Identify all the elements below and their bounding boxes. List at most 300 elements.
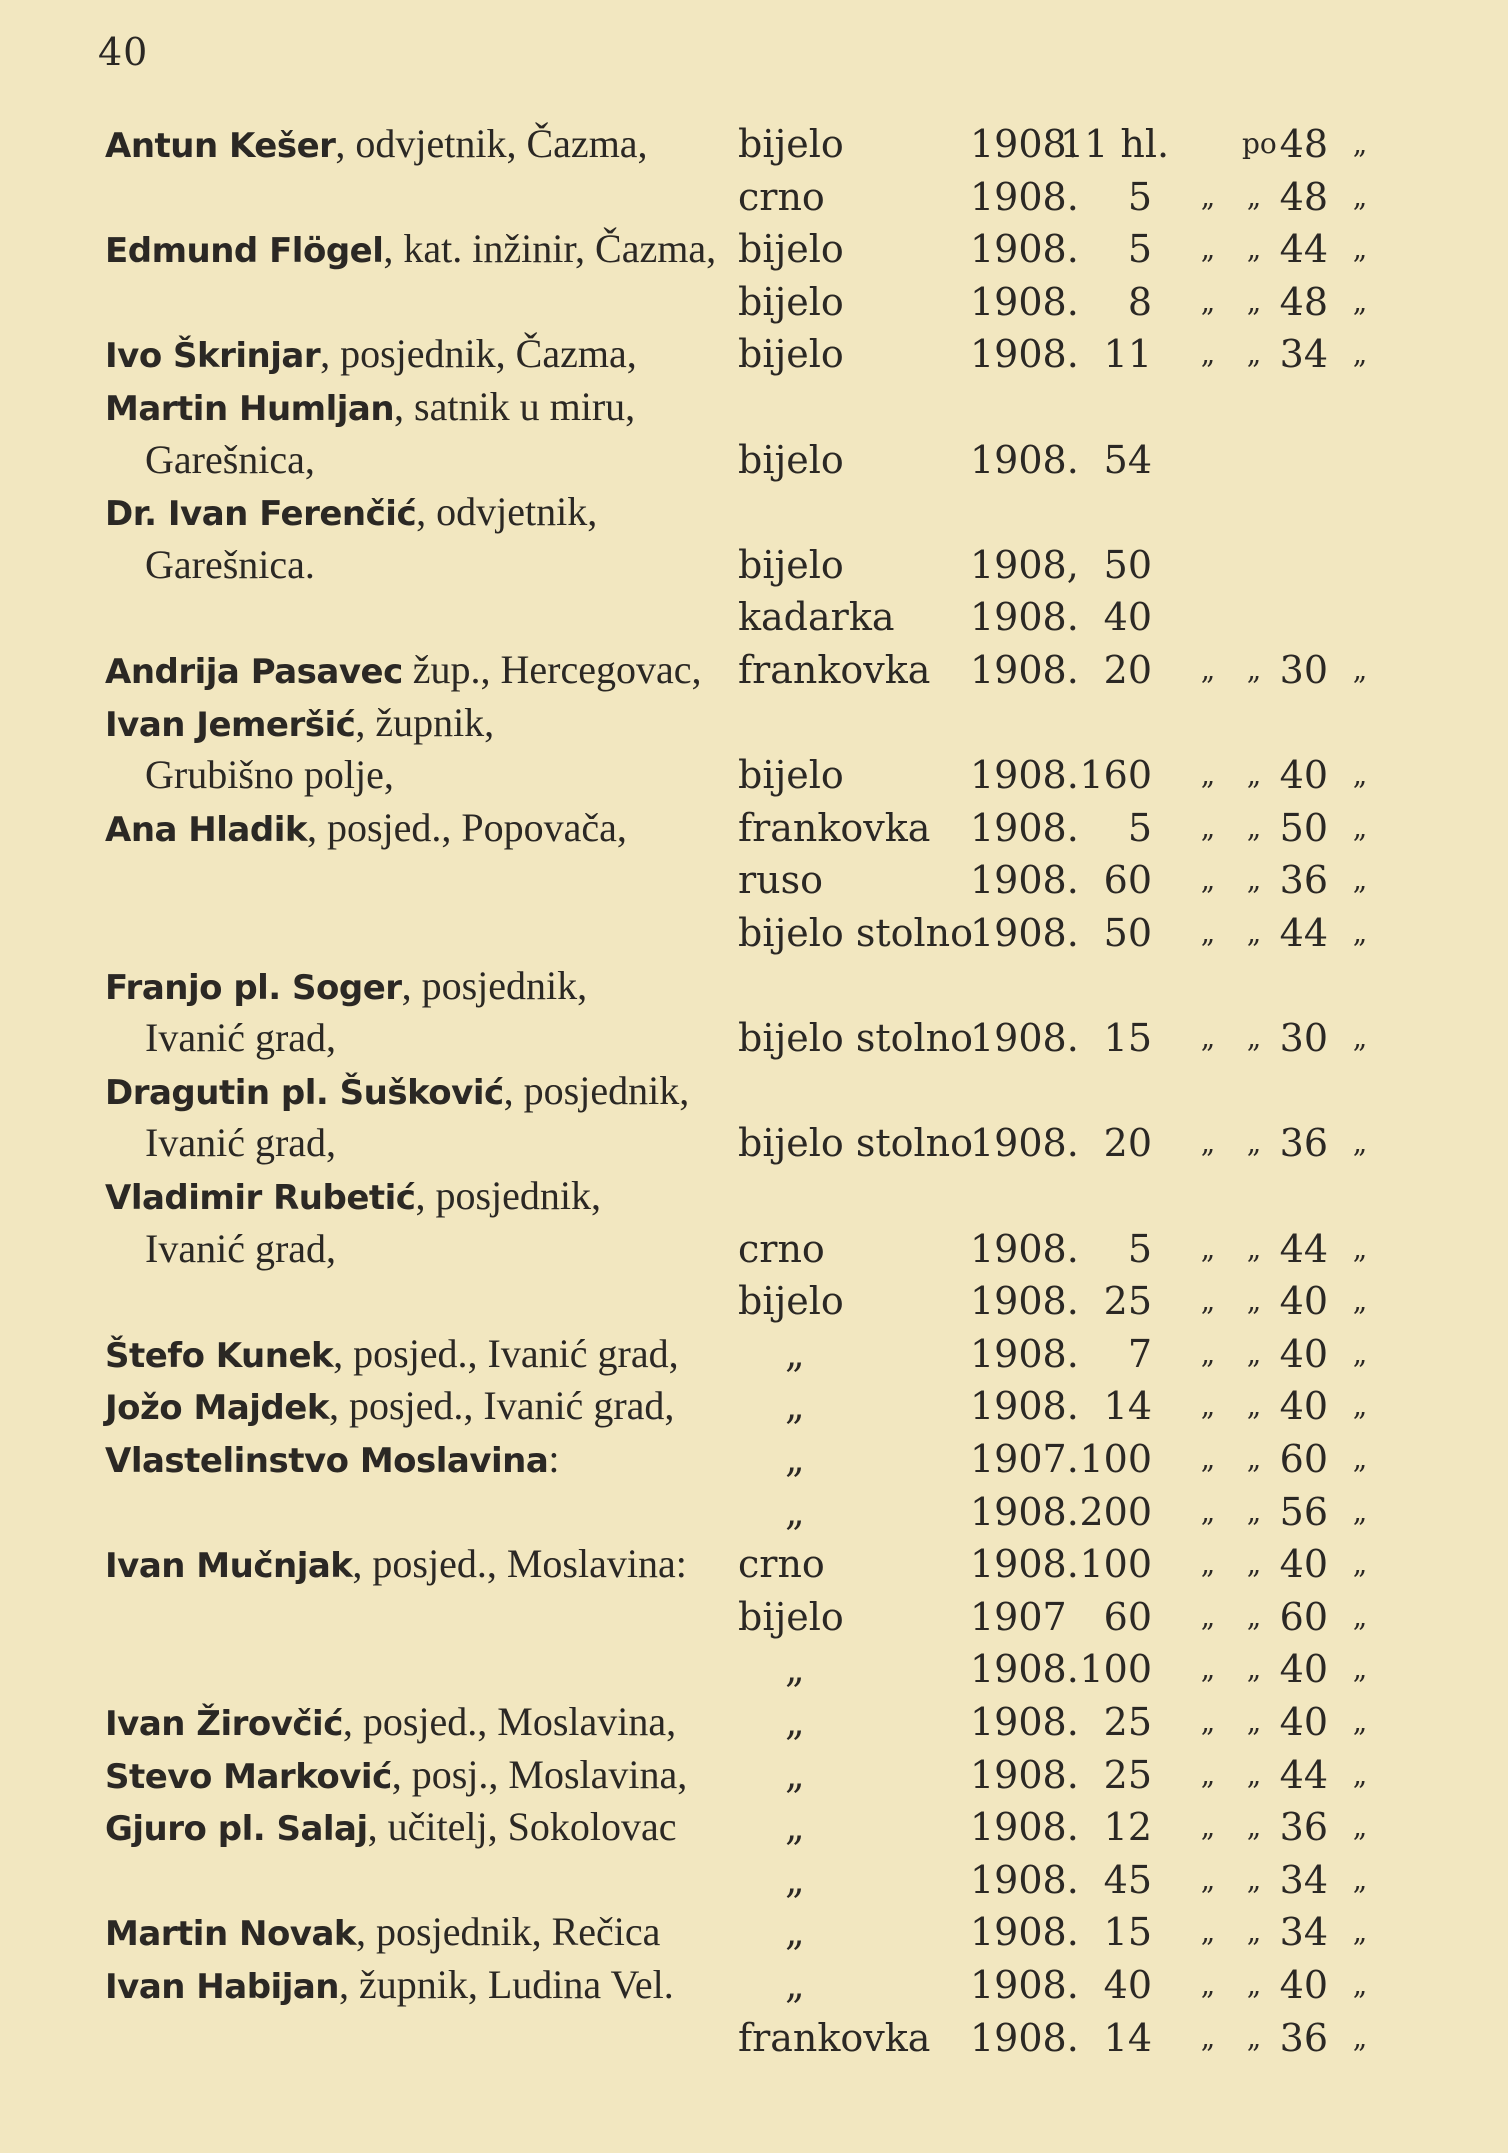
quantity: 160	[1079, 753, 1152, 798]
ditto-mark: „	[1352, 1757, 1368, 1791]
ditto-mark: „	[1246, 916, 1262, 949]
ditto-mark: „	[1200, 179, 1216, 213]
ditto-mark: „	[1200, 1915, 1216, 1949]
ditto-mark: „	[1246, 653, 1262, 686]
price: 40	[1279, 1700, 1328, 1744]
ditto-mark: „	[1200, 916, 1216, 949]
wine-kind: bijelo stolno	[738, 1121, 974, 1166]
wine-kind: „	[785, 1752, 805, 1797]
price: 30	[1279, 1016, 1328, 1061]
quantity: 20	[1103, 1121, 1152, 1166]
wine-kind: kadarka	[738, 595, 895, 640]
quantity: 100	[1079, 1542, 1152, 1587]
ditto-mark: „	[1246, 284, 1262, 318]
quantity: 5	[1127, 227, 1152, 272]
ditto-mark: „	[1246, 1915, 1262, 1949]
producer-name: Ivan Žirovčić	[105, 1704, 343, 1744]
price: 48	[1279, 279, 1328, 324]
price: 34	[1279, 332, 1328, 377]
ditto-mark: „	[1352, 1862, 1368, 1896]
ditto-mark: „	[1352, 232, 1368, 266]
ledger-entry	[0, 1328, 1508, 1380]
ledger-entry	[0, 1065, 1508, 1117]
ditto-mark: „	[1352, 810, 1368, 844]
ditto-mark: „	[1200, 1442, 1216, 1475]
ledger-entry	[0, 328, 1508, 380]
entry-producer	[145, 539, 315, 593]
producer-description: , posjed., Ivanić grad,	[333, 1330, 679, 1376]
ditto-mark: „	[1352, 1021, 1368, 1055]
ledger-entry	[0, 697, 1508, 749]
price: 40	[1279, 1542, 1328, 1587]
ditto-mark: „	[1352, 1126, 1368, 1160]
ledger-entry	[0, 1117, 1508, 1169]
ledger-entry	[0, 1906, 1508, 1958]
ledger-entry	[0, 1959, 1508, 2011]
ditto-mark: „	[1200, 284, 1216, 318]
ditto-mark: „	[1352, 1705, 1368, 1738]
ditto-mark: „	[1352, 1915, 1368, 1949]
ditto-mark: „	[1246, 1705, 1262, 1738]
producer-name: Vladimir Rubetić	[105, 1178, 416, 1218]
producer-name: Ivan Jemeršić	[105, 704, 356, 745]
entry-producer	[105, 960, 587, 1014]
producer-description: Ivanić grad,	[145, 1120, 337, 1166]
price: 60	[1279, 1594, 1328, 1639]
entry-producer	[105, 1065, 689, 1119]
producer-name: Dragutin pl. Šušković	[105, 1072, 504, 1113]
ditto-mark: „	[1352, 127, 1368, 160]
producer-name: Ivan Mučnjak	[105, 1546, 353, 1587]
entry-producer	[145, 1012, 336, 1066]
quantity: 20	[1103, 648, 1152, 692]
quantity: 7	[1127, 1331, 1152, 1376]
price: 40	[1279, 1647, 1328, 1692]
ledger-entry	[0, 1275, 1508, 1327]
ledger-entry	[0, 1801, 1508, 1853]
price: 36	[1279, 1121, 1328, 1166]
price: 44	[1279, 227, 1328, 272]
vintage-year: 1908.	[970, 1121, 1079, 1166]
price: 40	[1279, 1384, 1328, 1429]
producer-description: Ivanić grad,	[145, 1225, 337, 1271]
ditto-mark: „	[1200, 1126, 1216, 1160]
wine-kind: „	[785, 1489, 805, 1534]
vintage-year: 1908.	[970, 279, 1079, 324]
producer-description: , posjed., Moslavina,	[342, 1699, 677, 1744]
price: 44	[1279, 911, 1328, 955]
producer-description: :	[548, 1436, 560, 1481]
quantity: 50	[1103, 911, 1152, 955]
entry-producer	[105, 328, 637, 382]
entry-producer	[105, 1380, 674, 1434]
entry-producer	[105, 1801, 677, 1855]
producer-name: Martin Novak	[105, 1914, 357, 1955]
producer-description: , župnik,	[355, 699, 495, 745]
producer-name: Ana Hladik	[105, 809, 307, 850]
quantity: 45	[1103, 1857, 1152, 1902]
ledger-entry	[0, 276, 1508, 328]
wine-kind: crno	[738, 1542, 825, 1587]
entry-producer	[105, 1959, 674, 2013]
price: 40	[1279, 1331, 1328, 1376]
ditto-mark: „	[1246, 1599, 1262, 1633]
ledger-entry	[0, 1170, 1508, 1222]
entry-producer	[145, 434, 315, 488]
entry-producer	[145, 1117, 336, 1171]
ledger-entry	[0, 907, 1508, 959]
ledger-entry	[0, 1380, 1508, 1432]
ledger-entry	[0, 1012, 1508, 1064]
ditto-mark: „	[1246, 758, 1262, 792]
entry-producer	[105, 697, 494, 751]
entry-producer	[105, 1696, 676, 1750]
ditto-mark: „	[1200, 653, 1216, 686]
ditto-mark: „	[1352, 1231, 1368, 1265]
quantity: 5	[1127, 174, 1152, 219]
quantity: 14	[1103, 1384, 1152, 1429]
ledger-entry	[0, 1696, 1508, 1748]
vintage-year: 1908.	[970, 805, 1079, 850]
wine-kind: „	[785, 1437, 805, 1481]
ditto-mark: „	[1200, 337, 1216, 371]
ditto-mark: „	[1246, 863, 1262, 897]
producer-description: , satnik u miru,	[394, 384, 636, 429]
ditto-mark: „	[1246, 1757, 1262, 1791]
wine-kind: frankovka	[738, 648, 931, 692]
vintage-year: 1908.	[970, 122, 1079, 166]
price: 34	[1279, 1857, 1328, 1902]
ditto-mark: „	[1246, 1810, 1262, 1844]
ditto-mark: „	[1200, 863, 1216, 897]
ditto-mark: „	[1352, 916, 1368, 949]
ditto-mark: „	[1246, 1126, 1262, 1160]
ditto-mark: „	[1200, 810, 1216, 844]
entry-producer	[105, 1433, 559, 1487]
entry-producer	[105, 802, 627, 856]
ledger-entry	[0, 171, 1508, 223]
producer-name: Ivan Habijan	[105, 1967, 339, 2007]
producer-name: Ivo Škrinjar	[105, 336, 321, 377]
vintage-year: 1908.	[970, 227, 1079, 272]
producer-description: , učitelj, Sokolovac	[367, 1804, 677, 1850]
quantity: 100	[1079, 1437, 1152, 1481]
wine-kind: bijelo	[738, 1279, 844, 1324]
wine-kind: „	[785, 1700, 805, 1744]
wine-kind: bijelo	[738, 1594, 844, 1639]
producer-description: Grubišno polje,	[145, 752, 394, 798]
producer-description: Garešnica,	[145, 436, 315, 482]
vintage-year: 1908.	[970, 1279, 1079, 1324]
quantity: 54	[1103, 437, 1152, 482]
wine-kind: bijelo stolno	[738, 1016, 974, 1061]
ditto-mark: „	[1200, 1494, 1216, 1528]
ditto-mark: „	[1352, 1652, 1368, 1686]
ledger-entry	[0, 1223, 1508, 1275]
wine-kind: bijelo	[738, 122, 844, 166]
wine-kind: „	[785, 1857, 805, 1902]
vintage-year: 1908.	[970, 1805, 1079, 1850]
producer-description: , posjednik, Čazma,	[320, 331, 637, 377]
quantity: 60	[1103, 1594, 1152, 1639]
wine-kind: „	[785, 1331, 805, 1376]
producer-description: , odvjetnik, Čazma,	[335, 121, 648, 166]
ledger-entry	[0, 1433, 1508, 1485]
ditto-mark: „	[1246, 1652, 1262, 1686]
ditto-mark: „	[1246, 2020, 1262, 2054]
producer-description: Ivanić grad,	[145, 1015, 337, 1061]
entry-producer	[145, 749, 394, 803]
ditto-mark: „	[1352, 653, 1368, 686]
entry-producer	[105, 223, 716, 277]
ditto-mark: „	[1352, 1442, 1368, 1475]
vintage-year: 1908.	[970, 1384, 1079, 1429]
vintage-year: 1908.	[970, 753, 1079, 798]
wine-kind: crno	[738, 1226, 825, 1271]
entry-producer	[105, 1906, 660, 1960]
vintage-year: 1908.	[970, 648, 1079, 692]
ditto-mark: „	[1200, 1231, 1216, 1265]
vintage-year: 1908,	[970, 542, 1079, 587]
vintage-year: 1908.	[970, 437, 1079, 482]
ditto-mark: „	[1246, 1547, 1262, 1581]
ditto-mark: „	[1352, 1389, 1368, 1423]
page-number: 40	[98, 30, 149, 74]
producer-name: Martin Humljan	[105, 389, 395, 429]
price: 48	[1279, 174, 1328, 219]
vintage-year: 1907.	[970, 1437, 1079, 1481]
wine-kind: bijelo	[738, 332, 844, 377]
wine-kind: „	[785, 1384, 805, 1429]
ditto-mark: „	[1200, 1862, 1216, 1896]
entry-producer	[105, 1328, 679, 1382]
entry-producer	[105, 1538, 687, 1592]
ditto-mark: „	[1246, 1021, 1262, 1055]
quantity: 60	[1103, 858, 1152, 903]
quantity: 25	[1103, 1752, 1152, 1797]
quantity: 11 hl.	[1060, 122, 1170, 166]
producer-description: žup., Hercegovac,	[402, 647, 702, 692]
quantity: 15	[1103, 1016, 1152, 1061]
vintage-year: 1908.	[970, 1963, 1079, 2007]
wine-kind: bijelo	[738, 279, 844, 324]
ditto-mark: „	[1352, 2020, 1368, 2054]
ditto-mark: „	[1352, 179, 1368, 213]
quantity: 15	[1103, 1910, 1152, 1955]
producer-name: Andrija Pasavec	[105, 652, 403, 692]
ditto-mark: „	[1352, 1599, 1368, 1633]
ledger-entry	[0, 854, 1508, 906]
ditto-mark: „	[1246, 337, 1262, 371]
ledger-entry	[0, 486, 1508, 538]
price: 40	[1279, 1279, 1328, 1324]
quantity: 50	[1103, 542, 1152, 587]
ditto-mark: „	[1200, 1389, 1216, 1423]
ditto-mark: „	[1352, 1336, 1368, 1370]
price: 36	[1279, 858, 1328, 903]
wine-kind: „	[785, 1963, 805, 2007]
ditto-mark: „	[1200, 232, 1216, 266]
price: 40	[1279, 753, 1328, 798]
ditto-mark: „	[1200, 758, 1216, 792]
price: 34	[1279, 1910, 1328, 1955]
vintage-year: 1908.	[970, 1331, 1079, 1376]
entry-producer	[105, 118, 648, 172]
ledger-entry	[0, 1643, 1508, 1695]
producer-description: , posjed., Popovača,	[306, 804, 627, 850]
vintage-year: 1908.	[970, 174, 1079, 219]
ledger-entry	[0, 1854, 1508, 1906]
producer-description: , posj., Moslavina,	[391, 1751, 688, 1797]
vintage-year: 1908.	[970, 1857, 1079, 1902]
price: 30	[1279, 648, 1328, 692]
ditto-mark: „	[1352, 1968, 1368, 2001]
vintage-year: 1908.	[970, 911, 1079, 955]
ditto-mark: „	[1352, 758, 1368, 792]
quantity: 40	[1103, 595, 1152, 640]
producer-name: Dr. Ivan Ferenčić	[105, 494, 417, 535]
producer-description: , župnik, Ludina Vel.	[339, 1962, 674, 2007]
ditto-mark: „	[1246, 1336, 1262, 1370]
producer-description: Garešnica.	[145, 541, 315, 587]
producer-description: , posjednik,	[415, 1173, 601, 1218]
ditto-mark: „	[1352, 284, 1368, 318]
ditto-mark: „	[1200, 1705, 1216, 1738]
entry-producer	[105, 486, 597, 540]
quantity: 12	[1103, 1805, 1152, 1850]
producer-description: , odvjetnik,	[416, 489, 598, 535]
ditto-mark: „	[1200, 1021, 1216, 1055]
ditto-mark: „	[1200, 1599, 1216, 1633]
ditto-mark: „	[1246, 1284, 1262, 1318]
ditto-mark: „	[1352, 1810, 1368, 1844]
price: 48	[1279, 122, 1328, 166]
ditto-mark: „	[1200, 1284, 1216, 1318]
wine-kind: „	[785, 1910, 805, 1955]
producer-name: Franjo pl. Soger	[105, 967, 402, 1008]
price: 36	[1279, 2015, 1328, 2060]
price: 40	[1279, 1963, 1328, 2007]
vintage-year: 1908.	[970, 1752, 1079, 1797]
ditto-mark: po	[1242, 127, 1277, 160]
wine-kind: „	[785, 1647, 805, 1692]
wine-kind: „	[785, 1805, 805, 1850]
ditto-mark: „	[1246, 1231, 1262, 1265]
ledger-entry	[0, 381, 1508, 433]
wine-kind: bijelo	[738, 227, 844, 272]
ledger-entry	[0, 1486, 1508, 1538]
vintage-year: 1908.	[970, 1700, 1079, 1744]
ditto-mark: „	[1246, 1442, 1262, 1475]
quantity: 11	[1103, 332, 1152, 377]
price: 60	[1279, 1437, 1328, 1481]
ditto-mark: „	[1352, 1547, 1368, 1581]
ditto-mark: „	[1200, 1810, 1216, 1844]
ditto-mark: „	[1200, 1652, 1216, 1686]
quantity: 14	[1103, 2015, 1152, 2060]
producer-name: Edmund Flögel	[105, 231, 384, 272]
vintage-year: 1908.	[970, 858, 1079, 903]
price: 44	[1279, 1226, 1328, 1271]
ditto-mark: „	[1246, 1389, 1262, 1423]
ditto-mark: „	[1246, 1494, 1262, 1528]
quantity: 8	[1127, 279, 1152, 324]
entry-producer	[145, 1223, 336, 1277]
wine-kind: crno	[738, 174, 825, 219]
ledger-entry	[0, 1749, 1508, 1801]
quantity: 5	[1127, 1226, 1152, 1271]
ditto-mark: „	[1352, 1494, 1368, 1528]
entry-producer	[105, 644, 701, 698]
producer-description: , posjed., Ivanić grad,	[328, 1383, 675, 1429]
producer-description: , posjednik,	[401, 962, 588, 1008]
price: 36	[1279, 1805, 1328, 1850]
ditto-mark: „	[1352, 863, 1368, 897]
ledger-entry	[0, 749, 1508, 801]
ditto-mark: „	[1352, 1284, 1368, 1318]
vintage-year: 1908.	[970, 332, 1079, 377]
wine-kind: frankovka	[738, 805, 931, 850]
vintage-year: 1908.	[970, 1016, 1079, 1061]
ditto-mark: „	[1200, 1968, 1216, 2001]
wine-kind: bijelo	[738, 542, 844, 587]
producer-description: , posjednik,	[503, 1067, 690, 1113]
quantity: 40	[1103, 1963, 1152, 2007]
vintage-year: 1908.	[970, 1647, 1079, 1692]
producer-name: Vlastelinstvo Moslavina	[105, 1441, 549, 1481]
producer-description: , kat. inžinir, Čazma,	[383, 226, 717, 272]
producer-description: , posjed., Moslavina:	[352, 1541, 687, 1587]
ditto-mark: „	[1246, 179, 1262, 213]
ledger-entry	[0, 434, 1508, 486]
ledger-entry	[0, 1591, 1508, 1643]
ledger-entry	[0, 960, 1508, 1012]
wine-kind: bijelo stolno	[738, 911, 974, 955]
ditto-mark: „	[1246, 232, 1262, 266]
wine-kind: frankovka	[738, 2015, 931, 2060]
wine-kind: bijelo	[738, 437, 844, 482]
wine-kind: bijelo	[738, 753, 844, 798]
price: 50	[1279, 805, 1328, 850]
price: 56	[1279, 1489, 1328, 1534]
quantity: 5	[1127, 805, 1152, 850]
ditto-mark: „	[1246, 1968, 1262, 2001]
entry-producer	[105, 381, 635, 435]
entry-producer	[105, 1749, 687, 1803]
quantity: 25	[1103, 1279, 1152, 1324]
ledger-entry	[0, 2012, 1508, 2064]
ditto-mark: „	[1200, 2020, 1216, 2054]
ditto-mark: „	[1352, 337, 1368, 371]
ledger-entry	[0, 644, 1508, 696]
vintage-year: 1908.	[970, 1910, 1079, 1955]
ledger-entry	[0, 591, 1508, 643]
quantity: 100	[1079, 1647, 1152, 1692]
ledger-entry	[0, 802, 1508, 854]
producer-name: Jožo Majdek	[105, 1388, 329, 1429]
vintage-year: 1908.	[970, 1489, 1079, 1534]
vintage-year: 1908.	[970, 2015, 1079, 2060]
price: 44	[1279, 1752, 1328, 1797]
wine-kind: ruso	[738, 858, 824, 903]
producer-name: Antun Kešer	[105, 126, 336, 166]
ledger-entry	[0, 118, 1508, 170]
producer-name: Štefo Kunek	[105, 1335, 334, 1376]
vintage-year: 1908.	[970, 1542, 1079, 1587]
producer-name: Stevo Marković	[105, 1756, 392, 1797]
producer-name: Gjuro pl. Salaj	[105, 1809, 368, 1850]
producer-description: , posjednik, Rečica	[356, 1909, 661, 1955]
